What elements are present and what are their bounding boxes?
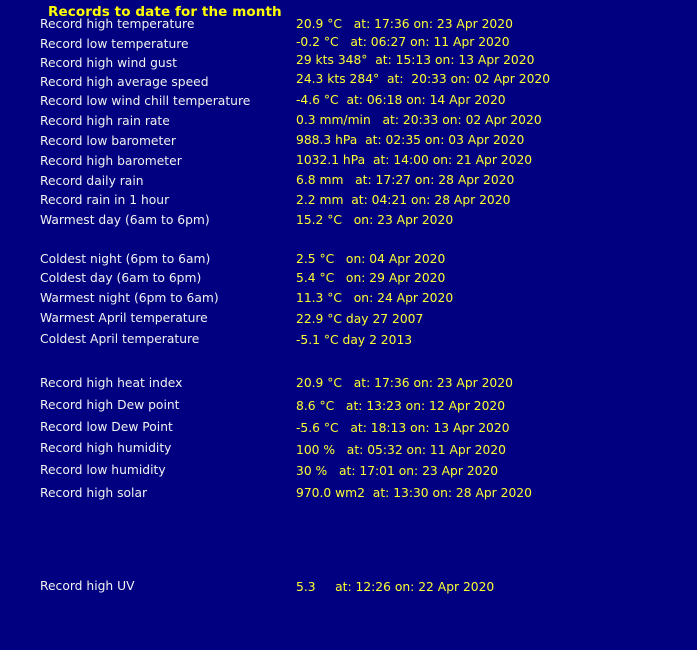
record-value-low-barometer: 988.3 hPa at: 02:35 on: 03 Apr 2020 <box>296 133 525 147</box>
record-label-high-average-speed: Record high average speed <box>40 75 209 89</box>
record-value-coldest-april-temperature: -5.1 °C day 2 2013 <box>296 333 413 347</box>
record-value-warmest-day: 15.2 °C on: 23 Apr 2020 <box>296 213 454 227</box>
record-label-low-wind-chill: Record low wind chill temperature <box>40 94 251 108</box>
record-value-daily-rain: 6.8 mm at: 17:27 on: 28 Apr 2020 <box>296 173 515 187</box>
record-label-high-wind-gust: Record high wind gust <box>40 56 177 70</box>
record-value-high-uv: 5.3 at: 12:26 on: 22 Apr 2020 <box>296 580 495 594</box>
record-label-high-uv: Record high UV <box>40 579 135 593</box>
record-label-warmest-april-temperature: Warmest April temperature <box>40 311 208 325</box>
record-value-warmest-april-temperature: 22.9 °C day 27 2007 <box>296 312 424 326</box>
record-value-low-dew-point: -5.6 °C at: 18:13 on: 13 Apr 2020 <box>296 421 510 435</box>
record-label-low-temperature: Record low temperature <box>40 37 189 51</box>
record-label-coldest-night: Coldest night (6pm to 6am) <box>40 252 211 266</box>
record-value-high-dew-point: 8.6 °C at: 13:23 on: 12 Apr 2020 <box>296 399 506 413</box>
record-label-low-humidity: Record low humidity <box>40 463 166 477</box>
record-label-high-rain-rate: Record high rain rate <box>40 114 170 128</box>
record-label-high-dew-point: Record high Dew point <box>40 398 180 412</box>
record-label-coldest-day: Coldest day (6am to 6pm) <box>40 271 202 285</box>
record-label-high-solar: Record high solar <box>40 486 148 500</box>
record-value-rain-1-hour: 2.2 mm at: 04:21 on: 28 Apr 2020 <box>296 193 511 207</box>
record-value-high-humidity: 100 % at: 05:32 on: 11 Apr 2020 <box>296 443 506 457</box>
record-value-low-humidity: 30 % at: 17:01 on: 23 Apr 2020 <box>296 464 499 478</box>
record-label-high-heat-index: Record high heat index <box>40 376 183 390</box>
record-value-low-wind-chill: -4.6 °C at: 06:18 on: 14 Apr 2020 <box>296 93 506 107</box>
record-value-high-solar: 970.0 wm2 at: 13:30 on: 28 Apr 2020 <box>296 486 532 500</box>
record-value-high-heat-index: 20.9 °C at: 17:36 on: 23 Apr 2020 <box>296 376 513 390</box>
record-label-warmest-night: Warmest night (6pm to 6am) <box>40 291 219 305</box>
record-label-low-dew-point: Record low Dew Point <box>40 420 173 434</box>
record-value-high-rain-rate: 0.3 mm/min at: 20:33 on: 02 Apr 2020 <box>296 113 542 127</box>
record-value-high-average-speed: 24.3 kts 284° at: 20:33 on: 02 Apr 2020 <box>296 72 551 86</box>
record-label-high-temperature: Record high temperature <box>40 17 195 31</box>
page-title: Records to date for the month <box>48 4 282 20</box>
record-label-high-barometer: Record high barometer <box>40 154 182 168</box>
record-value-coldest-night: 2.5 °C on: 04 Apr 2020 <box>296 252 446 266</box>
record-label-warmest-day: Warmest day (6am to 6pm) <box>40 213 210 227</box>
record-label-rain-1-hour: Record rain in 1 hour <box>40 193 170 207</box>
record-label-daily-rain: Record daily rain <box>40 174 144 188</box>
record-value-coldest-day: 5.4 °C on: 29 Apr 2020 <box>296 271 446 285</box>
record-value-high-barometer: 1032.1 hPa at: 14:00 on: 21 Apr 2020 <box>296 153 533 167</box>
record-label-high-humidity: Record high humidity <box>40 441 172 455</box>
record-label-low-barometer: Record low barometer <box>40 134 176 148</box>
record-label-coldest-april-temperature: Coldest April temperature <box>40 332 200 346</box>
record-value-warmest-night: 11.3 °C on: 24 Apr 2020 <box>296 291 454 305</box>
record-value-high-temperature: 20.9 °C at: 17:36 on: 23 Apr 2020 <box>296 17 513 31</box>
record-value-low-temperature: -0.2 °C at: 06:27 on: 11 Apr 2020 <box>296 35 510 49</box>
record-value-high-wind-gust: 29 kts 348° at: 15:13 on: 13 Apr 2020 <box>296 53 535 67</box>
